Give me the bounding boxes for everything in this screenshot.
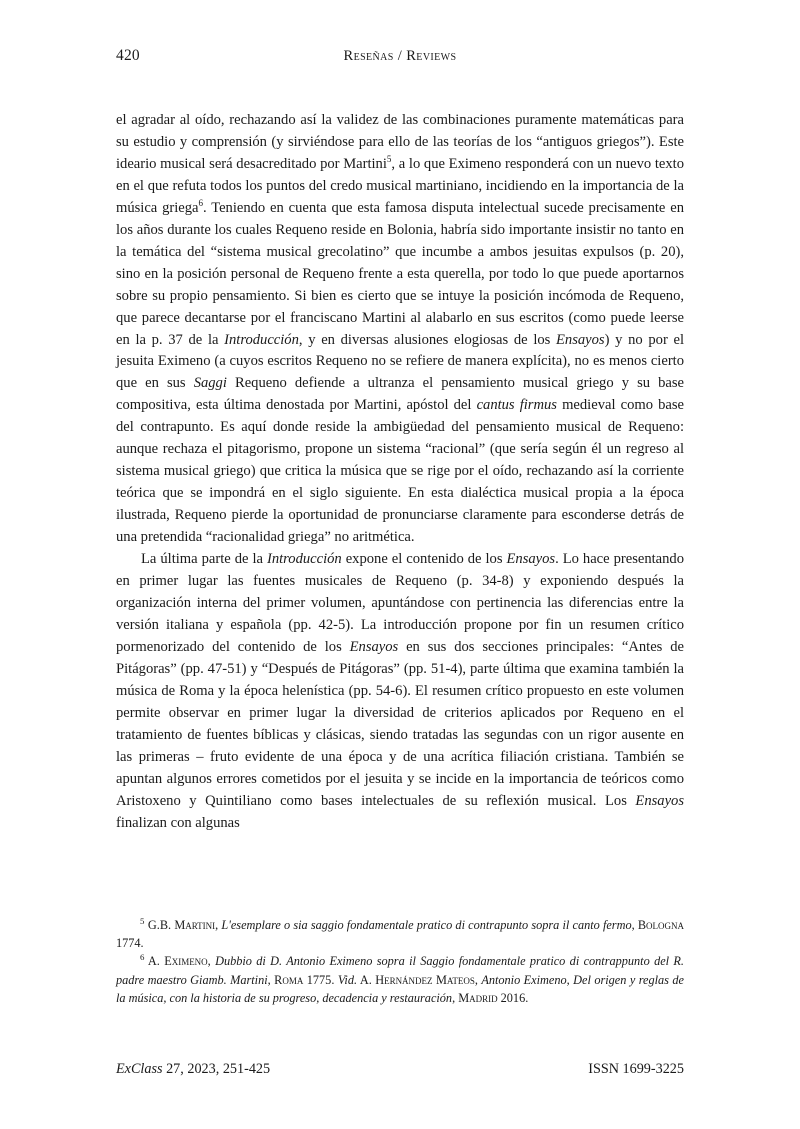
footnotes-block xyxy=(116,916,684,1007)
footnote-5-segment-1: G.B. xyxy=(147,918,175,932)
footnote-6-place-1: Roma xyxy=(274,972,304,987)
title-ensayos-4: Ensayos xyxy=(635,792,684,809)
journal-name: ExClass xyxy=(116,1061,163,1077)
footnote-5-author: Martini xyxy=(174,918,216,932)
footnote-5-marker: 5 xyxy=(140,915,145,926)
footnote-6-author-2: Hernández Mateos xyxy=(375,972,475,987)
footnote-reference-5[interactable]: 5 xyxy=(386,154,392,165)
footnote-5-work-title: L'esemplare o sia saggio fondamentale pratico di contrapunto sopra il canto fermo xyxy=(221,918,632,932)
footnote-5-place: Bologna xyxy=(637,918,684,932)
title-saggi: Saggi xyxy=(193,375,227,392)
footnote-6-segment-1: A. xyxy=(147,954,165,969)
title-introduccion-1: Introducción xyxy=(224,331,299,348)
footnote-6-segment-7: , xyxy=(452,990,459,1005)
paragraph-1-segment-7: medieval como base del contrapunto. Es aquí donde reside la ambigüedad del pensamiento musical de Requeno: aunque rechaza el pitagorismo, propone un sistema “racional” (que sería según él un regreso al sistema musical griego) que critica la música que se rige por el oído, rechazando así la corriente teórica que se impondrá en el siglo siguiente. En esta dialéctica musical propia a la época ilustrada, Requeno pierde la oportunidad de pronunciarse claramente para esconderse detrás de una pretendida “racionalidad griega” no aritmética. xyxy=(116,397,684,546)
paragraph-1-segment-2: , a lo que Eximeno responderá con un nuevo texto en el que refuta todos los puntos del credo musical martiniano, incidiendo en la importancia de la música griega xyxy=(116,155,685,216)
title-introduccion-2: Introducción xyxy=(266,551,342,568)
paragraph-2 xyxy=(116,549,684,834)
page-footer xyxy=(116,1058,684,1080)
paragraph-2-segment-5: finalizan con algunas xyxy=(116,814,240,831)
footnote-5 xyxy=(116,916,684,952)
footnote-6-segment-3: , xyxy=(267,972,275,987)
footnote-6-vid: Vid. xyxy=(337,972,358,987)
page-number: 420 xyxy=(116,47,140,64)
footnote-6-place-2: Madrid xyxy=(458,990,498,1005)
footnote-6-marker: 6 xyxy=(140,952,145,963)
footnote-5-segment-4: 1774. xyxy=(116,936,144,951)
footnote-6-author: Eximeno xyxy=(164,954,208,969)
footnote-6-segment-5: A. xyxy=(357,972,376,987)
footnote-6-work-title: Dubbio di D. Antonio Eximeno sopra il Saggio fondamentale pratico di contrappunto del R. padre maestro Giamb. Martini xyxy=(116,954,684,987)
footnote-6-segment-8: 2016. xyxy=(497,990,529,1005)
footer-citation-detail: 27, 2023, 251-425 xyxy=(162,1061,271,1077)
paragraph-1-segment-3: . Teniendo en cuenta que esta famosa disputa intelectual sucede precisamente en los años durante los cuales Requeno reside en Bolonia, habría sido importante insistir no tanto en la temática del “sistema musical grecolatino” que incumbe a ambos jesuitas expulsos (p. 20), sino en la posición personal de Requeno frente a esta querella, por todo lo que puede aportarnos sobre su propio pensamiento. Si bien es cierto que se intuye la posición incómoda de Requeno, que parece decantarse por el franciscano Martini al alabarlo en sus escritos (como puede leerse en la p. 37 de la xyxy=(116,199,684,348)
title-ensayos-2: Ensayos xyxy=(506,551,556,568)
footer-issn: ISSN 1699-3225 xyxy=(588,1061,684,1077)
running-head xyxy=(116,45,684,67)
paragraph-2-segment-1: La última parte de la xyxy=(141,551,267,568)
footnote-5-segment-3: , xyxy=(631,918,638,932)
footer-citation xyxy=(116,1058,270,1080)
paragraph-2-segment-3: . Lo hace presentando en primer lugar las fuentes musicales de Requeno (p. 34-8) y exponiendo después la organización interna del primer volumen, apuntándose con pertinencia las diferencias entre la versión italiana y española (pp. 42-5). La introducción propone por fin un resumen crítico pormenorizado del contenido de los xyxy=(116,551,684,655)
term-cantus-firmus: cantus firmus xyxy=(476,397,557,414)
paragraph-1-segment-4: , y en diversas alusiones elogiosas de los xyxy=(298,331,557,348)
running-head-title: Reseñas / Reviews xyxy=(343,48,457,64)
paragraph-1-segment-5: ) y no por el jesuita Eximeno (a cuyos escritos Requeno no se refiere de manera explícita), no es menos cierto que en sus xyxy=(116,331,684,392)
footnote-6-segment-4: 1775. xyxy=(303,972,338,987)
footnote-6-work-title-2: Antonio Eximeno, Del origen y reglas de la música, con la historia de su progreso, decadencia y restauración xyxy=(116,972,684,1005)
title-ensayos-1: Ensayos xyxy=(556,331,605,348)
paragraph-1-segment-6: Requeno defiende a ultranza el pensamiento musical griego y su base compositiva, esta última denostada por Martini, apóstol del xyxy=(116,375,684,414)
paragraph-2-segment-4: en sus dos secciones principales: “Antes de Pitágoras” (pp. 47-51) y “Después de Pitágoras” (pp. 51-4), parte última que examina también la música de Roma y la época helenística (pp. 54-6). El resumen crítico propuesto en este volumen permite observar en primer lugar la diversidad de criterios aplicados por Requeno en el tratamiento de fuentes bíblicas y clásicas, siendo tratadas las segundas con un rigor ausente en las primeras – fruto evidente de una época y de una acrítica filiación cristiana. También se apuntan algunos errores cometidos por el jesuita y se incide en la importancia de teóricos como Aristoxeno y Quintiliano como bases intelectuales de su reflexión musical. Los xyxy=(116,638,684,809)
footnote-reference-6[interactable]: 6 xyxy=(198,197,204,208)
paragraph-1-segment-1: el agradar al oído, rechazando así la validez de las combinaciones puramente matemáticas para su estudio y comprensión (y sirviéndose para ello de las teorías de los “antiguos griegos”). Este ideario musical será desacreditado por Martini xyxy=(116,112,684,172)
footnote-6-segment-6: , xyxy=(474,972,482,987)
footnote-5-segment-2: , xyxy=(215,918,222,932)
paragraph-1 xyxy=(116,110,684,549)
paragraph-2-segment-2: expone el contenido de los xyxy=(341,551,507,568)
footnote-6 xyxy=(116,952,684,1007)
footnote-6-segment-2: , xyxy=(207,954,216,969)
title-ensayos-3: Ensayos xyxy=(349,638,399,655)
body-text-block xyxy=(116,110,684,834)
